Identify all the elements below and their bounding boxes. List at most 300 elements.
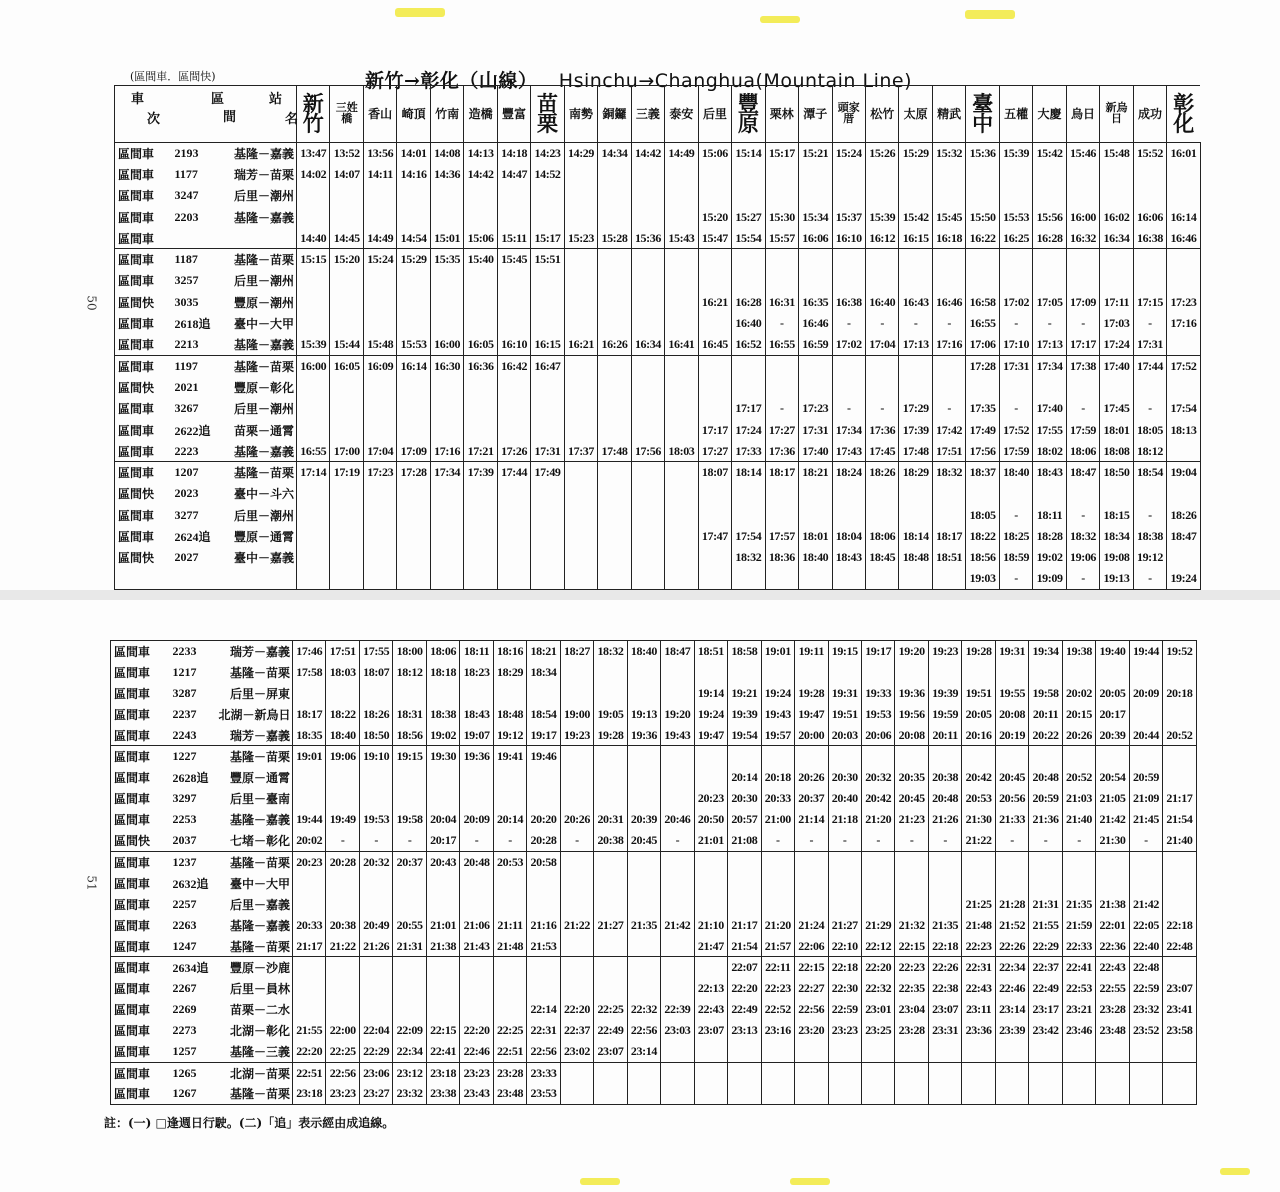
- time-cell: 22:41: [426, 1041, 459, 1062]
- time-cell: 21:17: [293, 936, 326, 957]
- time-cell: [828, 873, 861, 894]
- time-cell: [995, 1041, 1028, 1062]
- time-cell: 21:48: [493, 936, 526, 957]
- train-number: 2624追: [174, 529, 211, 544]
- train-number: 2628追: [172, 771, 209, 786]
- time-cell: [330, 483, 363, 504]
- timetable-row: [115, 228, 1201, 249]
- time-cell: [363, 483, 396, 504]
- timetable-row: [115, 206, 1201, 227]
- train-route: 苗栗－通霄: [234, 423, 295, 438]
- time-cell: [426, 957, 459, 978]
- page-caption: (區間車．區間快): [130, 70, 216, 83]
- time-cell: 18:05: [1133, 419, 1166, 440]
- train-number: 2027: [174, 550, 199, 565]
- time-cell: 17:54: [1167, 398, 1200, 419]
- time-cell: 15:51: [531, 249, 564, 270]
- time-cell: 20:06: [861, 725, 894, 746]
- time-cell: 17:52: [999, 419, 1032, 440]
- train-type: 區間車: [111, 1062, 169, 1083]
- time-cell: [397, 547, 430, 568]
- time-cell: [899, 270, 932, 291]
- time-cell: [363, 292, 396, 313]
- time-cell: 18:26: [359, 704, 392, 725]
- time-cell: [464, 505, 497, 526]
- time-cell: [665, 526, 698, 547]
- time-cell: [966, 270, 999, 291]
- time-cell: 18:34: [527, 662, 560, 683]
- time-cell: 16:43: [899, 292, 932, 313]
- time-cell: [1163, 894, 1196, 915]
- train-number: 2267: [172, 981, 197, 996]
- time-cell: 14:40: [297, 228, 330, 249]
- train-route: 豐原－彰化: [234, 380, 295, 395]
- time-cell: [397, 185, 430, 206]
- time-cell: [330, 185, 363, 206]
- time-cell: [861, 662, 894, 683]
- time-cell: 18:12: [393, 662, 426, 683]
- time-cell: 22:34: [995, 957, 1028, 978]
- timetable-row: [111, 978, 1197, 999]
- time-cell: [560, 767, 593, 788]
- time-cell: 23:17: [1029, 999, 1062, 1020]
- time-cell: [631, 547, 664, 568]
- time-cell: 22:23: [962, 936, 995, 957]
- time-cell: [1167, 441, 1200, 462]
- time-cell: 20:09: [460, 809, 493, 830]
- time-cell: [928, 873, 961, 894]
- time-cell: 20:22: [1029, 725, 1062, 746]
- time-cell: [359, 999, 392, 1020]
- time-cell: [665, 568, 698, 589]
- time-cell: [393, 957, 426, 978]
- time-cell: 17:13: [899, 334, 932, 355]
- time-cell: [627, 851, 660, 872]
- time-cell: 19:52: [1163, 641, 1196, 662]
- time-cell: 18:32: [594, 641, 627, 662]
- time-cell: [631, 185, 664, 206]
- time-cell: [1133, 377, 1166, 398]
- time-cell: 17:23: [799, 398, 832, 419]
- timetable-row: [111, 936, 1197, 957]
- time-cell: 18:38: [426, 704, 459, 725]
- time-cell: [694, 1062, 727, 1083]
- time-cell: [598, 249, 631, 270]
- time-cell: [1100, 377, 1133, 398]
- time-cell: [928, 1083, 961, 1104]
- yellow-tab-marker: [1220, 1168, 1250, 1175]
- time-cell: 14:52: [531, 164, 564, 185]
- yellow-tab-marker: [965, 10, 1015, 19]
- time-cell: 21:24: [795, 915, 828, 936]
- time-cell: [627, 662, 660, 683]
- time-cell: [761, 662, 794, 683]
- time-cell: [1066, 483, 1099, 504]
- time-cell: 20:45: [995, 767, 1028, 788]
- yellow-tab-marker: [760, 16, 800, 23]
- time-cell: 20:46: [661, 809, 694, 830]
- time-cell: 16:10: [832, 228, 865, 249]
- time-cell: 14:49: [363, 228, 396, 249]
- time-cell: [962, 1041, 995, 1062]
- train-number: 1257: [172, 1044, 197, 1059]
- time-cell: [363, 419, 396, 440]
- time-cell: 19:57: [761, 725, 794, 746]
- time-cell: 16:14: [397, 355, 430, 376]
- time-cell: 14:13: [464, 143, 497, 164]
- time-cell: 20:38: [594, 830, 627, 851]
- station-header: 精武: [932, 86, 965, 143]
- time-cell: 21:17: [1163, 788, 1196, 809]
- time-cell: [694, 746, 727, 767]
- timetable-top-body: [115, 143, 1201, 590]
- time-cell: [393, 788, 426, 809]
- time-cell: [1066, 164, 1099, 185]
- time-cell: 23:32: [393, 1083, 426, 1104]
- time-cell: 15:23: [564, 228, 597, 249]
- time-cell: [460, 767, 493, 788]
- time-cell: [627, 873, 660, 894]
- time-cell: 21:55: [293, 1020, 326, 1041]
- timetable-row: [111, 767, 1197, 788]
- time-cell: [932, 505, 965, 526]
- timetable-bottom-body: [111, 641, 1197, 1105]
- time-cell: [1062, 1041, 1095, 1062]
- train-type: 區間車: [111, 915, 169, 936]
- time-cell: [928, 894, 961, 915]
- station-header: 成功: [1133, 86, 1166, 143]
- time-cell: 15:37: [832, 206, 865, 227]
- time-cell: [865, 568, 898, 589]
- time-cell: 21:08: [728, 830, 761, 851]
- time-cell: 22:23: [761, 978, 794, 999]
- time-cell: 15:20: [698, 206, 731, 227]
- time-cell: [430, 483, 463, 504]
- time-cell: 22:46: [995, 978, 1028, 999]
- time-cell: 17:04: [363, 441, 396, 462]
- time-cell: 17:31: [999, 355, 1032, 376]
- time-cell: -: [1133, 313, 1166, 334]
- time-cell: [761, 851, 794, 872]
- train-number: 1217: [172, 664, 197, 679]
- time-cell: 22:04: [359, 1020, 392, 1041]
- time-cell: 14:08: [430, 143, 463, 164]
- time-cell: 19:20: [661, 704, 694, 725]
- time-cell: 21:29: [861, 915, 894, 936]
- time-cell: [665, 377, 698, 398]
- time-cell: -: [560, 830, 593, 851]
- timetable-row: [115, 334, 1201, 355]
- time-cell: 18:17: [293, 704, 326, 725]
- time-cell: 15:48: [363, 334, 396, 355]
- time-cell: 20:55: [393, 915, 426, 936]
- time-cell: 14:34: [598, 143, 631, 164]
- time-cell: 19:55: [995, 683, 1028, 704]
- time-cell: 15:56: [1033, 206, 1066, 227]
- time-cell: 18:48: [899, 547, 932, 568]
- train-type: 區間車: [115, 313, 171, 334]
- time-cell: 15:17: [765, 143, 798, 164]
- time-cell: [832, 483, 865, 504]
- time-cell: [865, 377, 898, 398]
- time-cell: [564, 377, 597, 398]
- time-cell: [799, 270, 832, 291]
- station-header: 潭子: [799, 86, 832, 143]
- time-cell: [430, 185, 463, 206]
- time-cell: [861, 1062, 894, 1083]
- time-cell: [460, 978, 493, 999]
- time-cell: 16:55: [966, 313, 999, 334]
- time-cell: 17:34: [430, 462, 463, 483]
- time-cell: 19:30: [426, 746, 459, 767]
- time-cell: [560, 1062, 593, 1083]
- time-cell: [464, 483, 497, 504]
- time-cell: 15:44: [330, 334, 363, 355]
- time-cell: 18:43: [1033, 462, 1066, 483]
- time-cell: 16:55: [297, 441, 330, 462]
- time-cell: -: [493, 830, 526, 851]
- time-cell: 23:48: [1096, 1020, 1129, 1041]
- time-cell: 21:20: [761, 915, 794, 936]
- time-cell: 16:05: [464, 334, 497, 355]
- time-cell: 22:26: [928, 957, 961, 978]
- time-cell: 18:24: [832, 462, 865, 483]
- time-cell: [326, 999, 359, 1020]
- time-cell: 20:26: [560, 809, 593, 830]
- time-cell: [330, 526, 363, 547]
- time-cell: 18:40: [326, 725, 359, 746]
- time-cell: [1133, 164, 1166, 185]
- time-cell: [527, 873, 560, 894]
- time-cell: 18:02: [1033, 441, 1066, 462]
- time-cell: 14:07: [330, 164, 363, 185]
- time-cell: 18:29: [899, 462, 932, 483]
- time-cell: 16:18: [932, 228, 965, 249]
- time-cell: 19:23: [928, 641, 961, 662]
- time-cell: 22:32: [627, 999, 660, 1020]
- time-cell: [297, 398, 330, 419]
- time-cell: [631, 292, 664, 313]
- time-cell: [430, 292, 463, 313]
- time-cell: [531, 547, 564, 568]
- time-cell: [765, 568, 798, 589]
- time-cell: [1167, 164, 1200, 185]
- time-cell: [995, 1062, 1028, 1083]
- train-number: 2223: [174, 443, 199, 458]
- time-cell: 22:15: [795, 957, 828, 978]
- time-cell: [497, 505, 530, 526]
- time-cell: 17:31: [799, 419, 832, 440]
- time-cell: 16:58: [966, 292, 999, 313]
- timetable-row: [115, 505, 1201, 526]
- time-cell: 17:16: [1167, 313, 1200, 334]
- time-cell: [564, 164, 597, 185]
- train-type: 區間車: [111, 746, 169, 767]
- time-cell: 17:40: [799, 441, 832, 462]
- time-cell: 19:36: [627, 725, 660, 746]
- time-cell: 23:28: [895, 1020, 928, 1041]
- time-cell: [359, 683, 392, 704]
- time-cell: [828, 851, 861, 872]
- time-cell: [1033, 164, 1066, 185]
- time-cell: 17:46: [293, 641, 326, 662]
- time-cell: 21:38: [1096, 894, 1129, 915]
- train-route: 后里－員林: [229, 982, 290, 997]
- time-cell: [397, 292, 430, 313]
- time-cell: [598, 206, 631, 227]
- train-type: 區間快: [111, 830, 169, 851]
- time-cell: 21:42: [1096, 809, 1129, 830]
- time-cell: [426, 999, 459, 1020]
- time-cell: [564, 313, 597, 334]
- timetable-row: [115, 419, 1201, 440]
- time-cell: [999, 377, 1032, 398]
- time-cell: 20:33: [293, 915, 326, 936]
- time-cell: [497, 313, 530, 334]
- time-cell: [363, 398, 396, 419]
- train-type: 區間車: [115, 334, 171, 355]
- time-cell: [464, 419, 497, 440]
- train-route: 臺中－大甲: [229, 876, 290, 891]
- time-cell: 17:04: [865, 334, 898, 355]
- time-cell: [1167, 249, 1200, 270]
- time-cell: 22:49: [1029, 978, 1062, 999]
- time-cell: [1062, 1083, 1095, 1104]
- timetable-bottom: [110, 640, 1197, 1105]
- time-cell: 20:32: [359, 851, 392, 872]
- train-route: 后里－潮州: [234, 189, 295, 204]
- time-cell: -: [999, 313, 1032, 334]
- time-cell: [799, 164, 832, 185]
- time-cell: [560, 957, 593, 978]
- time-cell: 19:28: [594, 725, 627, 746]
- time-cell: [932, 483, 965, 504]
- time-cell: 19:15: [393, 746, 426, 767]
- time-cell: [895, 894, 928, 915]
- time-cell: 19:31: [995, 641, 1028, 662]
- time-cell: [999, 483, 1032, 504]
- train-route: 豐原－沙鹿: [219, 957, 293, 978]
- time-cell: [531, 206, 564, 227]
- time-cell: [363, 185, 396, 206]
- page-gutter: [0, 590, 1280, 600]
- train-number: 2253: [172, 812, 197, 827]
- time-cell: [560, 873, 593, 894]
- time-cell: 14:02: [297, 164, 330, 185]
- time-cell: [1129, 1062, 1162, 1083]
- time-cell: 21:28: [995, 894, 1028, 915]
- time-cell: [1096, 662, 1129, 683]
- time-cell: -: [1066, 505, 1099, 526]
- time-cell: [698, 313, 731, 334]
- time-cell: 22:43: [962, 978, 995, 999]
- time-cell: [995, 662, 1028, 683]
- time-cell: [1062, 746, 1095, 767]
- train-route: 后里－潮州: [234, 274, 295, 289]
- train-route: 基隆－三義: [229, 1045, 290, 1060]
- train-type: 區間車: [115, 398, 171, 419]
- time-cell: 18:40: [627, 641, 660, 662]
- time-cell: [962, 851, 995, 872]
- time-cell: 20:38: [326, 915, 359, 936]
- train-number: 2213: [174, 337, 199, 352]
- time-cell: 18:27: [560, 641, 593, 662]
- time-cell: 19:40: [1096, 641, 1129, 662]
- time-cell: 16:12: [865, 228, 898, 249]
- time-cell: 23:39: [995, 1020, 1028, 1041]
- time-cell: [598, 313, 631, 334]
- time-cell: [359, 788, 392, 809]
- time-cell: 22:31: [962, 957, 995, 978]
- time-cell: 16:00: [297, 355, 330, 376]
- time-cell: [363, 377, 396, 398]
- time-cell: [464, 185, 497, 206]
- time-cell: [832, 355, 865, 376]
- time-cell: [631, 355, 664, 376]
- time-cell: [899, 185, 932, 206]
- timetable-row: [115, 377, 1201, 398]
- time-cell: 18:50: [359, 725, 392, 746]
- time-cell: 18:06: [1066, 441, 1099, 462]
- time-cell: [293, 957, 326, 978]
- time-cell: [698, 270, 731, 291]
- time-cell: 18:21: [527, 641, 560, 662]
- station-header: 新竹: [297, 86, 330, 143]
- time-cell: 20:32: [861, 767, 894, 788]
- time-cell: [598, 164, 631, 185]
- time-cell: [493, 999, 526, 1020]
- time-cell: [560, 978, 593, 999]
- time-cell: [397, 568, 430, 589]
- time-cell: -: [899, 313, 932, 334]
- train-route: 基隆－苗栗: [219, 746, 293, 767]
- time-cell: 17:10: [999, 334, 1032, 355]
- train-type: 區間車: [115, 249, 171, 270]
- time-cell: [899, 483, 932, 504]
- time-cell: 16:36: [464, 355, 497, 376]
- time-cell: [363, 313, 396, 334]
- time-cell: [527, 767, 560, 788]
- timetable-row: [115, 270, 1201, 291]
- time-cell: 20:31: [594, 809, 627, 830]
- time-cell: [397, 505, 430, 526]
- time-cell: [1066, 249, 1099, 270]
- time-cell: 18:17: [765, 462, 798, 483]
- time-cell: 17:42: [932, 419, 965, 440]
- time-cell: [895, 1041, 928, 1062]
- time-cell: [594, 978, 627, 999]
- time-cell: [598, 292, 631, 313]
- time-cell: 20:16: [962, 725, 995, 746]
- time-cell: [564, 270, 597, 291]
- time-cell: 20:20: [527, 809, 560, 830]
- timetable-row: [115, 483, 1201, 504]
- time-cell: [661, 683, 694, 704]
- time-cell: 21:27: [828, 915, 861, 936]
- time-cell: [928, 851, 961, 872]
- time-cell: 22:56: [527, 1041, 560, 1062]
- time-cell: -: [999, 568, 1032, 589]
- time-cell: [430, 526, 463, 547]
- time-cell: 16:01: [1167, 143, 1200, 164]
- time-cell: 14:23: [531, 143, 564, 164]
- time-cell: [698, 355, 731, 376]
- time-cell: 23:38: [426, 1083, 459, 1104]
- time-cell: [1066, 270, 1099, 291]
- train-type: 區間車: [115, 185, 171, 206]
- train-number: [171, 228, 225, 249]
- time-cell: [1066, 377, 1099, 398]
